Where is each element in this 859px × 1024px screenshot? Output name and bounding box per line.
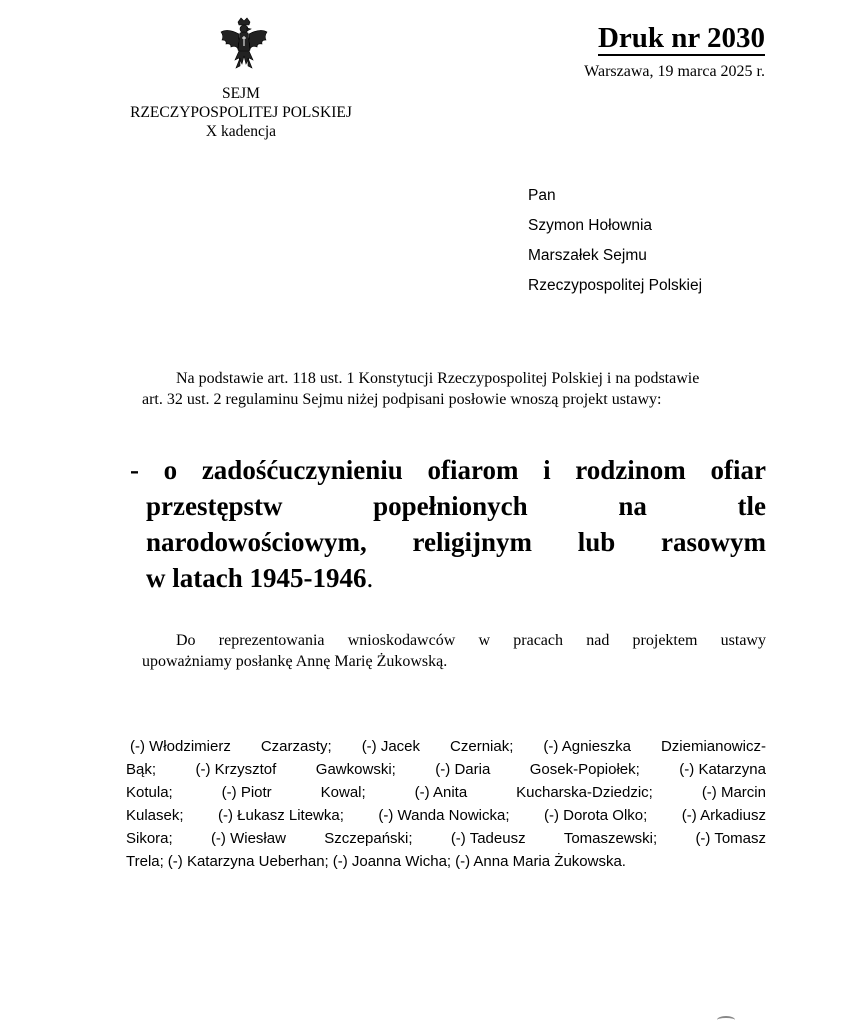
rep-word: ustawy (720, 632, 766, 649)
signatory-fragment: (-) Katarzyna Ueberhan; (167, 853, 329, 870)
rep-word: w (478, 632, 491, 649)
signatory-fragment: (-) Daria (435, 761, 491, 778)
institution-term: X kadencja (205, 123, 277, 140)
bill-title-line (130, 452, 766, 488)
representative-paragraph (142, 630, 766, 672)
signatory-fragment: Kucharska-Dziedzic; (516, 784, 653, 801)
signatory-fragment: (-) Anna Maria Żukowska. (455, 853, 626, 870)
signatory-fragment: Czarzasty; (260, 738, 332, 755)
title-word: narodowościowym, (146, 527, 367, 557)
bill-title-line (130, 560, 766, 596)
signatory-fragment: (-) Katarzyna (679, 761, 766, 778)
bill-title-line (130, 488, 766, 524)
addressee-block (528, 186, 702, 306)
signatory-fragment: Gosek-Popiołek; (529, 761, 640, 778)
title-word: lub (577, 527, 616, 557)
addressee-country: Rzeczypospolitej Polskiej (528, 277, 703, 294)
signatory-fragment: (-) Wanda Nowicka; (378, 807, 510, 824)
signatory-fragment: Gawkowski; (315, 761, 396, 778)
bill-title (130, 452, 766, 596)
signatory-fragment: Trela; (126, 853, 164, 870)
signatory-fragment: Bąk; (126, 761, 157, 778)
title-word: rasowym (661, 527, 766, 557)
representative-line: upoważniamy posłankę Annę Marię Żukowską. (142, 653, 448, 670)
signatories-line (126, 781, 766, 804)
title-years: w latach 1945-1946 (146, 563, 367, 593)
rep-word: pracach (513, 632, 563, 649)
institution-country: RZECZYPOSPOLITEJ POLSKIEJ (130, 104, 352, 121)
rep-word: Do (176, 632, 196, 649)
title-word: religijnym (412, 527, 532, 557)
signatory-fragment: Czerniak; (450, 738, 514, 755)
signatory-fragment: (-) Anita (414, 784, 468, 801)
title-word: na (618, 491, 647, 521)
signatory-fragment: (-) Łukasz Litewka; (218, 807, 344, 824)
signatory-fragment: Tomaszewski; (563, 830, 658, 847)
signatory-fragment: (-) Tomasz (695, 830, 766, 847)
signatory-fragment: (-) Marcin (701, 784, 766, 801)
title-word: o (163, 455, 178, 485)
signatory-fragment: Kowal; (320, 784, 366, 801)
signatories-line (126, 850, 766, 873)
addressee-name: Szymon Hołownia (528, 217, 653, 234)
title-word: tle (737, 491, 766, 521)
signatory-fragment: (-) Tadeusz (450, 830, 526, 847)
title-word: - (130, 455, 139, 485)
rep-word: wnioskodawców (347, 632, 456, 649)
page-curl-decoration (717, 1016, 735, 1024)
addressee-position: Marszałek Sejmu (528, 247, 647, 264)
title-word: przestępstw (146, 491, 283, 521)
signatory-fragment: Sikora; (126, 830, 173, 847)
title-word: zadośćuczynieniu (201, 455, 403, 485)
place-date: Warszawa, 19 marca 2025 r. (584, 63, 765, 80)
signatories-list (126, 735, 766, 873)
signatory-fragment: (-) Joanna Wicha; (332, 853, 452, 870)
document-number: Druk nr 2030 (597, 22, 765, 54)
title-word: i (543, 455, 551, 485)
signatory-fragment: (-) Włodzimierz (130, 738, 231, 755)
signatory-fragment: (-) Krzysztof (195, 761, 277, 778)
intro-line: Na podstawie art. 118 ust. 1 Konstytucji Rzeczypospolitej Polskiej i na podstawie (176, 370, 700, 387)
signatory-fragment: Dziemianowicz- (660, 738, 766, 755)
signatories-line (126, 804, 766, 827)
addressee-salutation: Pan (528, 187, 556, 204)
rep-word: reprezentowania (218, 632, 325, 649)
institution-header (96, 84, 386, 141)
signatory-fragment: Kotula; (126, 784, 173, 801)
title-word: ofiar (710, 455, 766, 485)
signatories-line (126, 758, 766, 781)
signatory-fragment: (-) Wiesław (210, 830, 286, 847)
signatories-line (126, 735, 766, 758)
signatory-fragment: (-) Jacek (361, 738, 421, 755)
rep-word: projektem (632, 632, 698, 649)
intro-paragraph (142, 368, 766, 410)
polish-eagle-emblem (218, 16, 270, 72)
title-word: ofiarom (427, 455, 519, 485)
signatory-fragment: Kulasek; (126, 807, 184, 824)
title-period: . (366, 563, 374, 593)
title-word: popełnionych (373, 491, 528, 521)
signatory-fragment: (-) Dorota Olko; (543, 807, 648, 824)
representative-line (142, 630, 766, 651)
signatory-fragment: (-) Piotr (221, 784, 272, 801)
signatory-fragment: (-) Agnieszka (543, 738, 631, 755)
rep-word: nad (586, 632, 610, 649)
signatory-fragment: (-) Arkadiusz (681, 807, 766, 824)
intro-line: art. 32 ust. 2 regulaminu Sejmu niżej podpisani posłowie wnoszą projekt ustawy: (142, 391, 662, 408)
institution-name: SEJM (222, 85, 260, 102)
signatory-fragment: Szczepański; (324, 830, 413, 847)
title-word: rodzinom (575, 455, 686, 485)
bill-title-line (130, 524, 766, 560)
signatories-line (126, 827, 766, 850)
